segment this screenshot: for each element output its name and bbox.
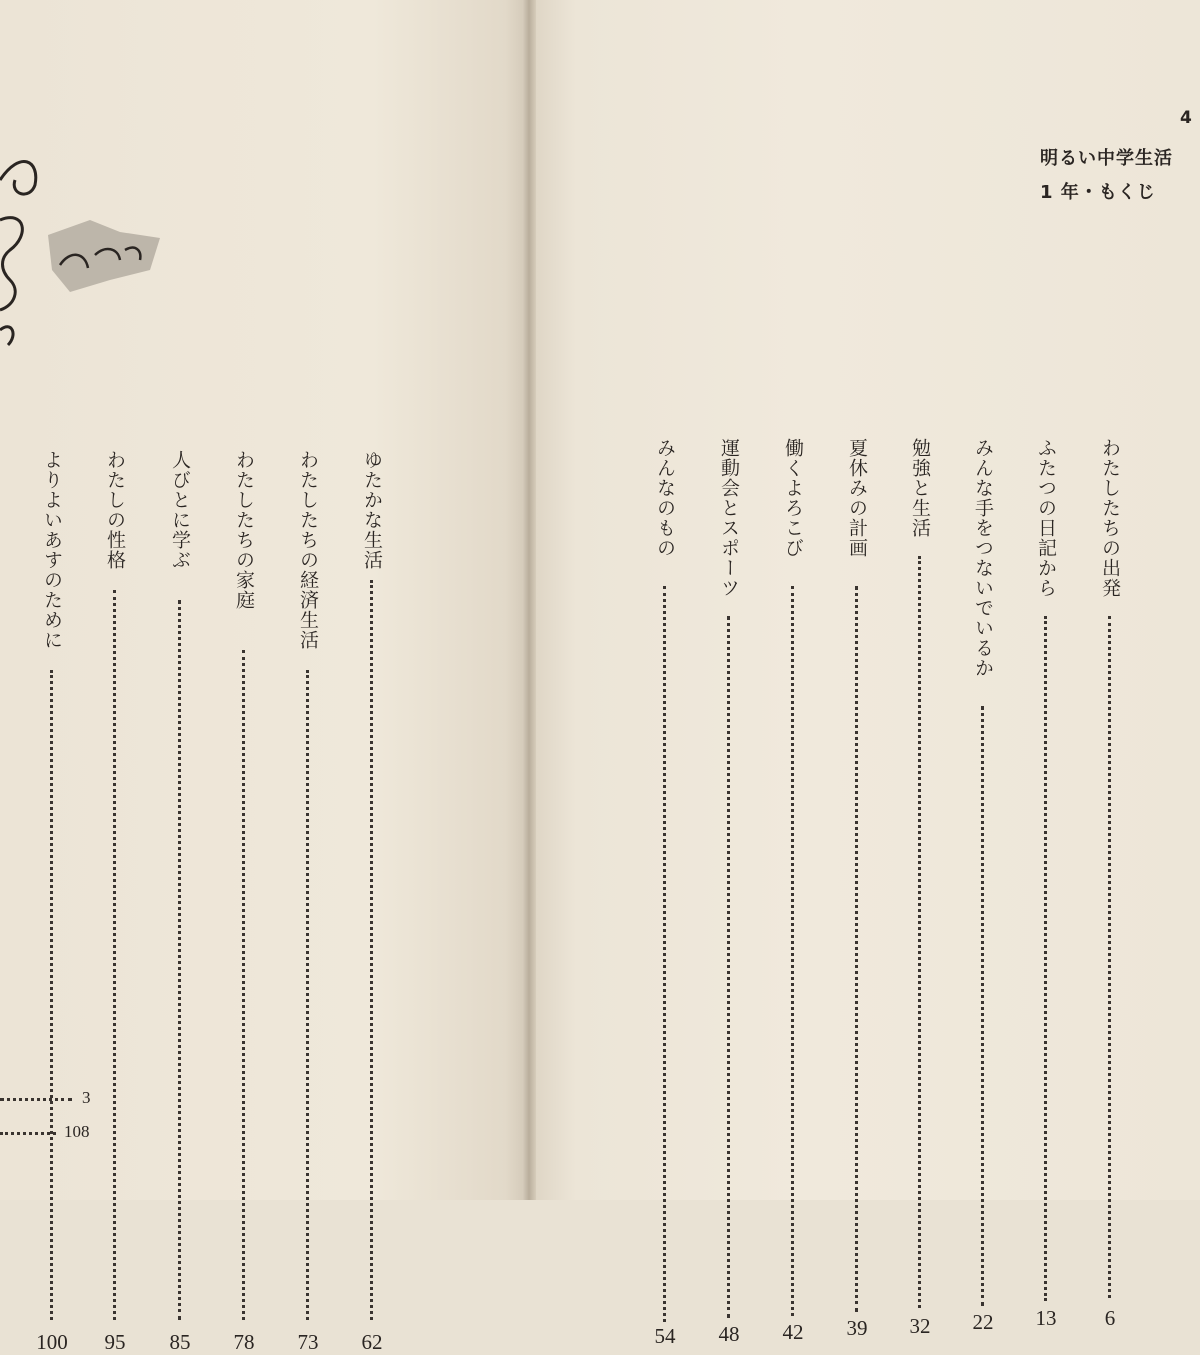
dot-leader (727, 616, 730, 1318)
toc-entry-title: ゆたかな生活 (361, 450, 383, 570)
toc-entry-page: 85 (169, 1330, 191, 1354)
book-title: 明るい中学生活 (1040, 148, 1173, 169)
dot-leader (791, 586, 794, 1316)
toc-entry-page: 22 (972, 1310, 994, 1334)
toc-entry-title: よりよいあすのために (41, 450, 63, 650)
toc-entry[interactable] (905, 438, 935, 1338)
toc-entry-title: 人びとに学ぶ (169, 450, 191, 570)
dot-leader (1108, 616, 1111, 1298)
toc-entry[interactable] (100, 450, 130, 1354)
toc-entry-page: 48 (718, 1322, 740, 1346)
toc-entry[interactable] (36, 450, 68, 1354)
dot-leader (918, 556, 921, 1308)
toc-entry[interactable] (968, 438, 998, 1334)
toc-entry-page: 39 (846, 1316, 868, 1340)
dot-leader (663, 586, 666, 1322)
dot-leader (855, 586, 858, 1312)
toc-entry-title: みんなのもの (654, 438, 676, 558)
toc-entry-title: わたしたちの出発 (1099, 438, 1121, 598)
toc-entry-page: 42 (782, 1320, 804, 1344)
illustration-fragment (0, 140, 180, 350)
dot-leader (178, 600, 181, 1320)
toc-entry-title: 働くよろこび (782, 438, 804, 558)
dot-leader (1044, 616, 1047, 1301)
dot-leader (981, 706, 984, 1306)
toc-entry-page: 6 (1104, 1306, 1116, 1330)
toc-entry[interactable] (1031, 438, 1061, 1330)
toc-entry-page: 13 (1035, 1306, 1057, 1330)
dot-leader (50, 670, 53, 1320)
page-number: 4 (1180, 108, 1192, 128)
toc-entry-title: わたしの性格 (104, 450, 126, 570)
toc-entry[interactable] (778, 438, 808, 1344)
toc-entry[interactable] (650, 438, 680, 1348)
toc-entry-page: 100 (36, 1330, 68, 1354)
toc-entry[interactable] (357, 450, 387, 1354)
toc-entry-page: 108 (64, 1122, 90, 1141)
toc-entry[interactable] (842, 438, 872, 1340)
toc-entry-title: わたしたちの経済生活 (297, 450, 319, 650)
dot-leader (113, 590, 116, 1320)
dot-leader (306, 670, 309, 1320)
dot-leader (0, 1132, 56, 1135)
dot-leader (0, 1098, 72, 1101)
toc-heading: 1 年・もくじ (1040, 182, 1156, 203)
toc-entry-title: ふたつの日記から (1035, 438, 1057, 598)
toc-entry[interactable] (293, 450, 323, 1354)
toc-entry-title: みんな手をつないでいるか (972, 438, 994, 678)
book-gutter (522, 0, 536, 1200)
dot-leader (370, 580, 373, 1320)
toc-entry-page: 3 (82, 1088, 91, 1107)
toc-entry-page: 78 (233, 1330, 255, 1354)
toc-entry-page: 62 (361, 1330, 383, 1354)
toc-entry[interactable] (229, 450, 259, 1354)
toc-entry-title: 運動会とスポーツ (718, 438, 740, 598)
toc-entry[interactable] (714, 438, 744, 1346)
toc-entry-title: 夏休みの計画 (846, 438, 868, 558)
toc-entry[interactable] (165, 450, 195, 1354)
toc-entry-page: 73 (297, 1330, 319, 1354)
toc-entry-page: 54 (654, 1324, 676, 1348)
toc-entry[interactable] (1095, 438, 1125, 1330)
toc-entry-title: 勉強と生活 (909, 438, 931, 538)
dot-leader (242, 650, 245, 1320)
left-page (0, 0, 532, 1354)
toc-entry-page: 32 (909, 1314, 931, 1338)
toc-entry-title: わたしたちの家庭 (233, 450, 255, 610)
toc-entry-page: 95 (104, 1330, 126, 1354)
